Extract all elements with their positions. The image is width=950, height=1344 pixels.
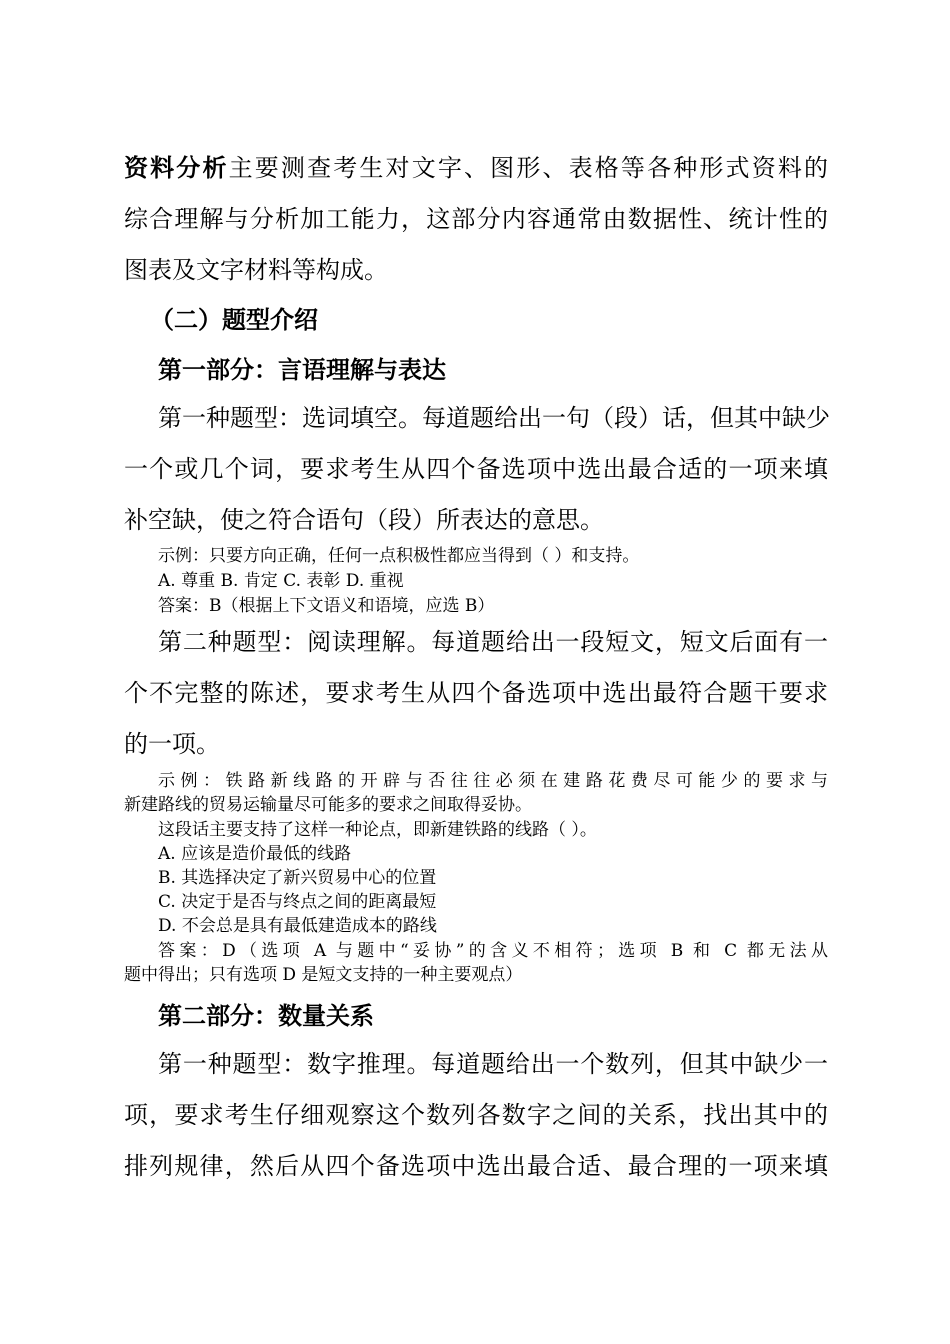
part1-type2-option-b: B. 其选择决定了新兴贸易中心的位置 (158, 868, 437, 888)
part2-type1-line-3: 排列规律，然后从四个备选项中选出最合适、最合理的一项来填 (124, 1152, 828, 1180)
part1-type2-line-1: 第二种题型：阅读理解。每道题给出一段短文，短文后面有一 (158, 628, 828, 656)
part1-type1-options: A. 尊重 B. 肯定 C. 表彰 D. 重视 (158, 571, 404, 591)
part1-type1-line-3: 补空缺，使之符合语句（段）所表达的意思。 (124, 506, 604, 534)
part2-type1-line-1: 第一种题型：数字推理。每道题给出一个数列，但其中缺少一 (158, 1050, 828, 1078)
part1-type2-line-3: 的一项。 (124, 730, 220, 758)
part1-type2-line-2: 个不完整的陈述，要求考生从四个备选项中选出最符合题干要求 (124, 679, 828, 707)
part1-type2-option-a: A. 应该是造价最低的线路 (158, 844, 352, 864)
intro-term: 资料分析 (124, 153, 229, 182)
part1-type2-answer-line-1: 答案：D（选项 A 与题中“妥协”的含义不相符；选项 B 和 C 都无法从 (158, 941, 828, 961)
part1-type2-question: 这段话主要支持了这样一种论点，即新建铁路的线路（ ）。 (158, 820, 597, 840)
part1-type2-example-line-2: 新建路线的贸易运输量尽可能多的要求之间取得妥协。 (124, 795, 532, 815)
part1-type1-example: 示例：只要方向正确，任何一点积极性都应当得到（ ）和支持。 (158, 546, 640, 566)
part1-type2-option-c: C. 决定于是否与终点之间的距离最短 (158, 892, 437, 912)
intro-line-1 (124, 153, 828, 183)
part1-type2-option-d: D. 不会总是具有最低建造成本的路线 (158, 916, 437, 936)
part1-type2-answer-line-2: 题中得出；只有选项 D 是短文支持的一种主要观点） (124, 965, 523, 985)
intro-line-3: 图表及文字材料等构成。 (124, 256, 388, 284)
part2-heading: 第二部分：数量关系 (158, 1001, 374, 1030)
part1-heading: 第一部分：言语理解与表达 (158, 355, 446, 384)
intro-line-2: 综合理解与分析加工能力，这部分内容通常由数据性、统计性的 (124, 205, 828, 233)
part1-type1-answer: 答案：B（根据上下文语义和语境，应选 B） (158, 596, 495, 616)
intro-line-1-rest: 主要测查考生对文字、图形、表格等各种形式资料的 (228, 154, 829, 182)
part1-type1-line-1: 第一种题型：选词填空。每道题给出一句（段）话，但其中缺少 (158, 404, 830, 432)
section-heading: （二）题型介绍 (150, 305, 318, 334)
part1-type2-example-line-1: 示例：铁路新线路的开辟与否往往必须在建路花费尽可能少的要求与 (158, 771, 828, 791)
part2-type1-line-2: 项，要求考生仔细观察这个数列各数字之间的关系，找出其中的 (124, 1101, 828, 1129)
part1-type1-line-2: 一个或几个词，要求考生从四个备选项中选出最合适的一项来填 (124, 455, 828, 483)
